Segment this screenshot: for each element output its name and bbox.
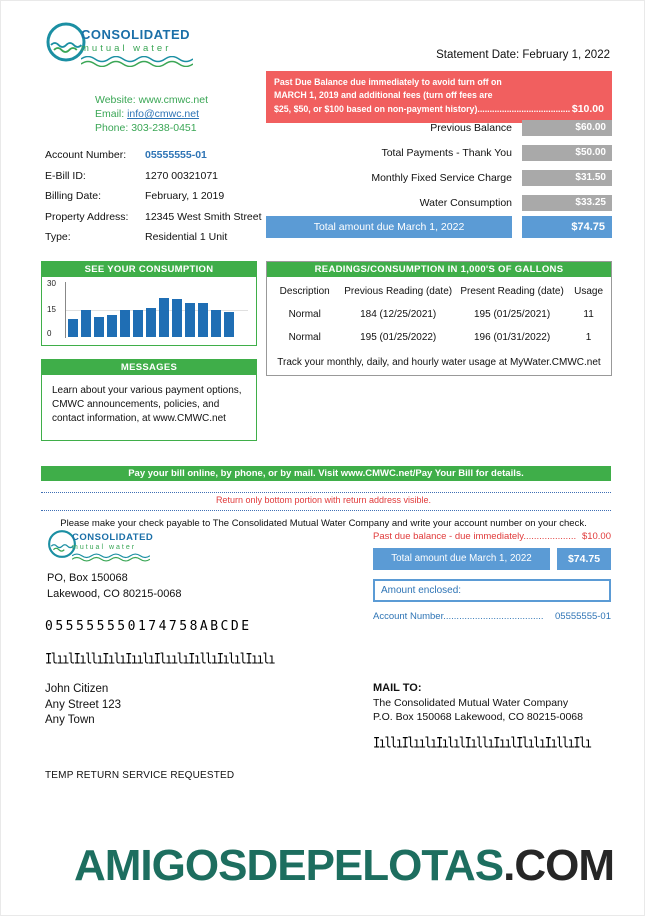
remit-logo-waves-icon bbox=[72, 553, 150, 562]
property-address-label: Property Address: bbox=[45, 210, 129, 223]
charge-row bbox=[266, 170, 612, 186]
chart-bar bbox=[211, 310, 221, 337]
remit-past-due-amount: $10.00 bbox=[581, 531, 611, 542]
alert-amount: $10.00 bbox=[571, 103, 604, 116]
total-payments-amount: $50.00 bbox=[522, 145, 612, 161]
addressee-block bbox=[45, 682, 121, 729]
charge-row bbox=[266, 120, 612, 136]
company-logo bbox=[45, 21, 193, 67]
contact-phone: Phone: 303-238-0451 bbox=[95, 122, 197, 134]
chart-bar bbox=[198, 303, 208, 337]
remit-total-amount: $74.75 bbox=[557, 548, 611, 570]
total-due-amount: $74.75 bbox=[522, 216, 612, 238]
contact-block bbox=[95, 93, 208, 135]
charge-row bbox=[266, 195, 612, 211]
water-consumption-label: Water Consumption bbox=[419, 197, 512, 209]
chart-bar bbox=[68, 319, 78, 337]
chart-bar bbox=[133, 310, 143, 337]
fixed-service-charge-amount: $31.50 bbox=[522, 170, 612, 186]
mail-to-title: MAIL TO: bbox=[373, 682, 422, 694]
ebill-id-value: 1270 00321071 bbox=[145, 169, 218, 182]
ytick-15: 15 bbox=[47, 305, 56, 314]
previous-balance-label: Previous Balance bbox=[430, 122, 512, 134]
messages-body: Learn about your various payment options, CMWC announcements, policies, and contact information, at www.CMWC.net bbox=[52, 385, 242, 424]
readings-header-description: Description bbox=[279, 286, 330, 297]
readings-row1-present: 195 (01/25/2021) bbox=[473, 309, 551, 320]
postal-barcode-bottom: IıllıIlıılıIılılIıllıIıılIlılıIıllıIlı bbox=[373, 735, 591, 752]
water-consumption-amount: $33.25 bbox=[522, 195, 612, 211]
account-number-label: Account Number: bbox=[45, 149, 127, 161]
account-row bbox=[45, 170, 275, 182]
remit-account-line bbox=[373, 611, 611, 622]
mail-to-address: P.O. Box 150068 Lakewood, CO 80215-0068 bbox=[373, 711, 583, 723]
remit-logo-name: CONSOLIDATED bbox=[72, 532, 154, 543]
type-label: Type: bbox=[45, 231, 71, 243]
alert-line-2: MARCH 1, 2019 and additional fees (turn off fees are bbox=[274, 90, 493, 101]
contact-email-line bbox=[95, 107, 208, 121]
readings-table bbox=[267, 277, 611, 375]
total-payments-label: Total Payments - Thank You bbox=[381, 147, 512, 159]
readings-row1-usage: 11 bbox=[583, 309, 594, 320]
remit-address bbox=[47, 570, 182, 602]
consumption-chart bbox=[42, 277, 256, 345]
readings-header-previous: Previous Reading (date) bbox=[344, 286, 453, 297]
account-info bbox=[45, 149, 275, 252]
contact-website: Website: www.cmwc.net bbox=[95, 94, 209, 106]
readings-row2-description: Normal bbox=[288, 332, 321, 343]
pay-banner: Pay your bill online, by phone, or by mail. Visit www.CMWC.net/Pay Your Bill for details. bbox=[41, 466, 611, 481]
watermark-main: AMIGOSDEPELOTAS bbox=[74, 841, 504, 890]
logo-waves-icon bbox=[81, 56, 193, 67]
statement-date: Statement Date: February 1, 2022 bbox=[436, 49, 610, 61]
account-row bbox=[45, 149, 275, 161]
account-row bbox=[45, 231, 275, 243]
billing-date-label: Billing Date: bbox=[45, 190, 102, 202]
consumption-box bbox=[41, 261, 257, 346]
readings-header-present: Present Reading (date) bbox=[460, 286, 564, 297]
property-address-value: 12345 West Smith Street bbox=[145, 210, 262, 223]
postal-barcode-top: IlıılIıllıIılıIıılıIlıılıIıllıIılılIıılı bbox=[45, 651, 274, 668]
ytick-0: 0 bbox=[47, 329, 52, 338]
watermark bbox=[74, 841, 614, 891]
account-number-value: 05555555-01 bbox=[145, 149, 207, 161]
amount-enclosed-box[interactable] bbox=[373, 579, 611, 602]
check-payable-note: Please make your check payable to The Consolidated Mutual Water Company and write your account number on your check. bbox=[60, 518, 587, 529]
type-value: Residential 1 Unit bbox=[145, 231, 228, 243]
readings-row1-description: Normal bbox=[288, 309, 321, 320]
service-notice: TEMP RETURN SERVICE REQUESTED bbox=[45, 770, 235, 781]
mail-to-block bbox=[373, 682, 583, 724]
chart-bar bbox=[94, 317, 104, 337]
readings-row2-present: 196 (01/31/2022) bbox=[473, 332, 551, 343]
mail-to-company: The Consolidated Mutual Water Company bbox=[373, 697, 569, 709]
remit-past-due-line bbox=[373, 531, 611, 542]
messages-title: MESSAGES bbox=[42, 360, 256, 375]
remit-logo-subtitle: mutual water bbox=[72, 544, 137, 551]
ytick-30: 30 bbox=[47, 279, 56, 288]
consumption-bars bbox=[68, 283, 248, 337]
previous-balance-amount: $60.00 bbox=[522, 120, 612, 136]
remit-summary bbox=[373, 531, 611, 622]
chart-bar bbox=[159, 298, 169, 337]
readings-row2-previous: 195 (01/25/2022) bbox=[360, 332, 437, 343]
remit-account-label: Account Number...................................... bbox=[373, 611, 544, 622]
account-row bbox=[45, 211, 275, 223]
chart-bar bbox=[185, 303, 195, 337]
consumption-title: SEE YOUR CONSUMPTION bbox=[42, 262, 256, 277]
contact-email-link[interactable]: info@cmwc.net bbox=[127, 108, 200, 120]
readings-row2-usage: 1 bbox=[585, 332, 592, 343]
addressee-city: Any Town bbox=[45, 714, 95, 726]
watermark-suffix: .COM bbox=[503, 841, 614, 890]
readings-footer-note: Track your monthly, daily, and hourly water usage at MyWater.CMWC.net bbox=[277, 357, 601, 368]
messages-box bbox=[41, 359, 257, 441]
chart-bar bbox=[120, 310, 130, 337]
addressee-street: Any Street 123 bbox=[45, 698, 122, 711]
remit-po-box: PO, Box 150068 bbox=[47, 572, 128, 584]
remit-logo bbox=[47, 529, 153, 562]
remit-total-label: Total amount due March 1, 2022 bbox=[373, 548, 550, 570]
remit-account-number: 05555555-01 bbox=[555, 611, 611, 622]
ocr-scanline: 055555550174758ABCDE bbox=[45, 619, 252, 634]
total-due-row bbox=[266, 216, 612, 238]
dotted-divider-top bbox=[41, 492, 611, 493]
chart-bar bbox=[146, 308, 156, 337]
past-due-alert bbox=[266, 71, 612, 123]
dotted-divider-bottom bbox=[41, 510, 611, 511]
account-row bbox=[45, 190, 275, 202]
chart-bar bbox=[107, 315, 117, 337]
alert-line-3: $25, $50, or $100 based on non-payment history)...................................... bbox=[274, 104, 571, 115]
charges-summary bbox=[266, 120, 612, 220]
return-notice: Return only bottom portion with return address visible. bbox=[215, 495, 432, 505]
logo-company-name: CONSOLIDATED bbox=[81, 27, 191, 42]
logo-subtitle: mutual water bbox=[81, 43, 172, 54]
billing-date-value: February, 1 2019 bbox=[145, 190, 225, 202]
remit-city: Lakewood, CO 80215-0068 bbox=[47, 588, 182, 600]
readings-row1-previous: 184 (12/25/2021) bbox=[360, 309, 437, 320]
readings-title: READINGS/CONSUMPTION IN 1,000'S OF GALLONS bbox=[267, 262, 611, 277]
fixed-service-charge-label: Monthly Fixed Service Charge bbox=[371, 172, 512, 184]
remit-past-due-label: Past due balance - due immediately.................... bbox=[373, 531, 577, 542]
contact-email-label: Email: bbox=[95, 108, 128, 120]
total-due-label: Total amount due March 1, 2022 bbox=[266, 216, 512, 238]
ebill-id-label: E-Bill ID: bbox=[45, 169, 86, 182]
chart-bar bbox=[81, 310, 91, 337]
readings-header-usage: Usage bbox=[574, 286, 604, 297]
chart-bar bbox=[224, 312, 234, 337]
chart-bar bbox=[172, 299, 182, 337]
addressee-name: John Citizen bbox=[45, 683, 109, 695]
readings-box bbox=[266, 261, 612, 376]
remit-total-row bbox=[373, 548, 611, 570]
amount-enclosed-label: Amount enclosed: bbox=[381, 585, 462, 596]
alert-line-1: Past Due Balance due immediately to avoid turn off on bbox=[274, 77, 502, 87]
charge-row bbox=[266, 145, 612, 161]
